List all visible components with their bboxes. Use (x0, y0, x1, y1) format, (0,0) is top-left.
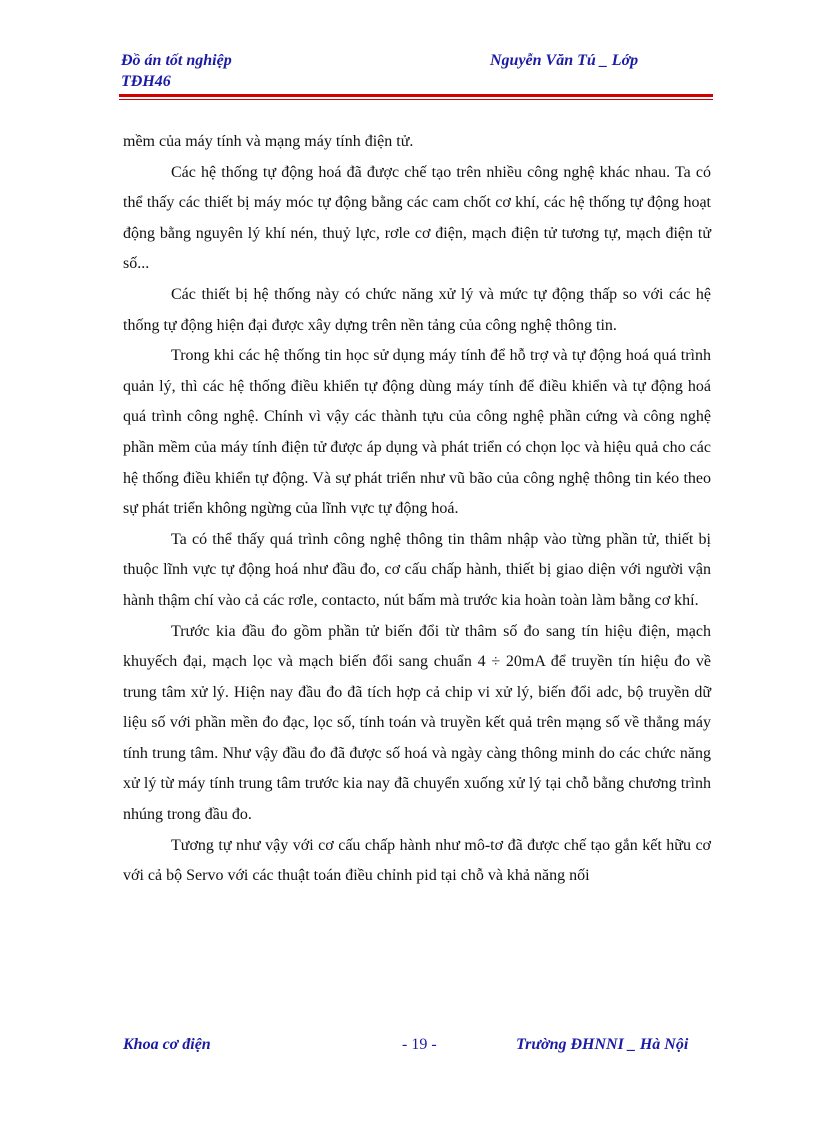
paragraph: Trước kia đầu đo gồm phần tử biến đổi từ thâm số đo sang tín hiệu điện, mạch khuyếch đại, mạch lọc và mạch biến đổi sang chuẩn 4 ÷ 20mA để truyền tín hiệu đo về trung tâm xử lý. Hiện nay đầu đo đã tích hợp cả chip vi xử lý, biến đổi adc, bộ truyền dữ liệu số với phần mền đo đạc, lọc số, tính toán và truyền kết quả trên mạng số về thẳng máy tính trung tâm. Như vậy đầu đo đã được số hoá và ngày càng thông minh do các chức năng xử lý từ máy tính trung tâm trước kia nay đã chuyển xuống xử lý tại chỗ bằng chương trình nhúng trong đầu đo. (123, 622, 711, 824)
header-divider (119, 94, 713, 97)
paragraph: Các hệ thống tự động hoá đã được chế tạo trên nhiều công nghệ khác nhau. Ta có thể thấy các thiết bị máy móc tự động bằng các cam chốt cơ khí, các hệ thống tự động hoạt động bằng nguyên lý khí nén, thuỷ lực, rơle cơ điện, mạch điện tử tương tự, mạch điện tử số... (123, 163, 711, 273)
page-number: - 19 - (402, 1036, 437, 1053)
footer-university: Trường ĐHNNI _ Hà Nội (516, 1036, 689, 1053)
paragraph: mềm của máy tính và mạng máy tính điện tử. (123, 133, 414, 150)
header-document-title (121, 50, 232, 92)
header-class-code: TĐH46 (121, 73, 171, 90)
header-divider-thin (119, 99, 713, 100)
paragraph: Ta có thể thấy quá trình công nghệ thông tin thâm nhập vào từng phần tử, thiết bị thuộc lĩnh vực tự động hoá như đầu đo, cơ cấu chấp hành, thiết bị giao diện với người vận hành thậm chí vào cả các rơle, contacto, nút bấm mà trước kia hoàn toàn làm bằng cơ khí. (123, 530, 711, 609)
header-title-line: Đồ án tốt nghiệp (121, 52, 232, 69)
header-author: Nguyễn Văn Tú _ Lớp (490, 52, 639, 69)
paragraph: Trong khi các hệ thống tin học sử dụng máy tính để hỗ trợ và tự động hoá quá trình quản lý, thì các hệ thống điều khiển tự động dùng máy tính để điều khiển và tự động hoá quá trình công nghệ. Chính vì vậy các thành tựu của công nghệ phần cứng và công nghệ phần mềm của máy tính điện tử được áp dụng và phát triển có chọn lọc và hiệu quả cho các hệ thống điều khiển tự động. Và sự phát triển như vũ bão của công nghệ thông tin kéo theo sự phát triển không ngừng của lĩnh vực tự động hoá. (123, 347, 711, 518)
footer-department: Khoa cơ điện (123, 1036, 211, 1053)
paragraph: Các thiết bị hệ thống này có chức năng xử lý và mức tự động thấp so với các hệ thống tự động hiện đại được xây dựng trên nền tảng của công nghệ thông tin. (123, 285, 711, 334)
body-text (123, 127, 711, 892)
paragraph: Tương tự như vậy với cơ cấu chấp hành như mô-tơ đã được chế tạo gắn kết hữu cơ với cả bộ Servo với các thuật toán điều chỉnh pid tại chỗ và khả năng nối (123, 836, 711, 885)
